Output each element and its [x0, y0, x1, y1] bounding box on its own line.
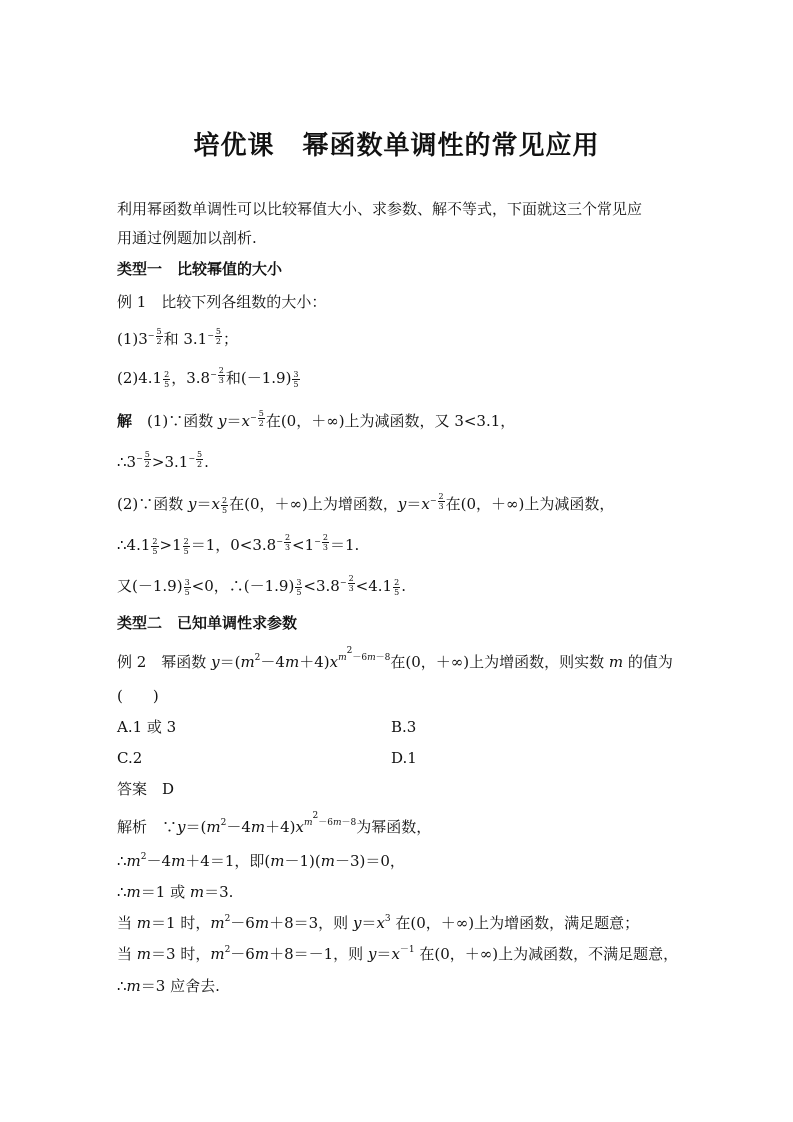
- solution-line-2: ∴3 − $\frac{5}{2}$ >3.1 − $\frac{5}{2}$ .: [117, 450, 209, 471]
- answer-line: 答案 D: [117, 780, 175, 798]
- solution-line-4: ∴4.1 $\frac{2}{5}$ >1 $\frac{2}{5}$ ＝1，0<3.8 − $\frac{2}{3}$ <1 − $\frac{2}{3}$ ＝1.: [117, 533, 360, 556]
- option-c: C.2: [117, 749, 143, 767]
- analysis-line-1: 解析 $\because y=(m^2-4m+4)x^{m^2-6m-8}$为幂函数，: [117, 811, 432, 836]
- intro-line-1: 利用幂函数单调性可以比较幂值大小、求参数、解不等式，下面就这三个常见应: [117, 200, 643, 218]
- example-2-stem: 例 2 幂函数 $y=(m^2-4m+4)x^{m^2-6m-8}$在(0，＋∞)上为增函数，则实数 m 的值为: [117, 646, 673, 671]
- analysis-line-3: ∴m＝1 或 m＝3.: [117, 883, 234, 901]
- options-row-2: [117, 748, 417, 768]
- options-row-1: [117, 717, 417, 737]
- analysis-line-6: ∴m＝3 应舍去.: [117, 977, 220, 995]
- section-heading-type2: 类型二 已知单调性求参数: [117, 614, 298, 632]
- option-a: A.1 或 3: [117, 718, 177, 736]
- option-b: B.3: [391, 718, 417, 736]
- option-d: D.1: [391, 749, 417, 767]
- title-left: 培优课: [193, 131, 275, 161]
- solution-line-5: 又(－1.9) $\frac{3}{5}$ <0，∴(－1.9) $\frac{3}{5}$ <3.8 − $\frac{2}{3}$ <4.1 $\frac{2}{5}$ .: [117, 574, 406, 597]
- section-heading-type1: 类型一 比较幂值的大小: [117, 260, 283, 278]
- example-1-stem: 例 1 比较下列各组数的大小：: [117, 293, 327, 311]
- intro-line-2: 用通过例题加以剖析.: [117, 229, 257, 247]
- example-1-item-2: (2)4.1 $\frac{2}{5}$ ，3.8 − $\frac{2}{3}$ 和(－1.9) $\frac{3}{5}$: [117, 366, 299, 389]
- example-1-item-1: (1)3 − $\frac{5}{2}$ 和 3.1 − $\frac{5}{2}$ ；: [117, 327, 239, 348]
- solution-line-1: 解 (1)∵函数 y＝x − $\frac{5}{2}$ 在(0，＋∞)上为减函数，又 3<3.1，: [117, 409, 516, 430]
- analysis-line-2: $\therefore m^2-4m+4=1$，即(m－1)(m－3)＝0，: [117, 852, 405, 870]
- page-title: [0, 125, 793, 162]
- analysis-line-5: 当 m＝3 时，$m^2-6m+8=-1$，则 $y=x^{-1}$ 在(0，＋∞)上为减函数，不满足题意，: [117, 945, 679, 963]
- answer-blank: ( ): [117, 687, 159, 705]
- title-right: 幂函数单调性的常见应用: [302, 131, 600, 161]
- analysis-line-4: 当 m＝1 时，$m^2-6m+8=3$，则 $y=x^3$ 在(0，＋∞)上为增函数，满足题意；: [117, 914, 640, 932]
- solution-line-3: (2)∵函数 y＝x $\frac{2}{5}$ 在(0，＋∞)上为增函数，y＝x − $\frac{2}{3}$ 在(0，＋∞)上为减函数，: [117, 492, 615, 515]
